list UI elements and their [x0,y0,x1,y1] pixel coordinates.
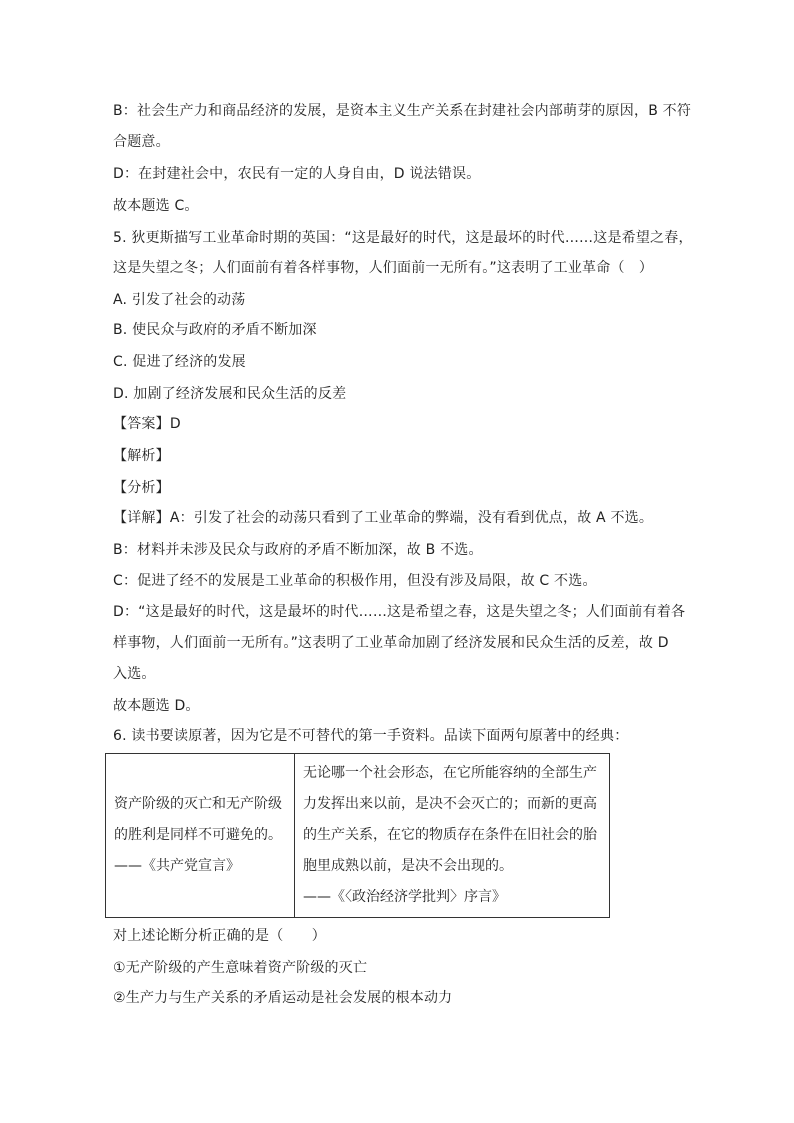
detail-b: B：材料并未涉及民众与政府的矛盾不断加深，故 B 不选。 [113,542,483,558]
analysis-tag: 【解析】 [113,448,170,464]
text-line: D：在封建社会中，农民有一定的人身自由，D 说法错误。 [113,166,481,182]
statement-2: ②生产力与生产关系的矛盾运动是社会发展的根本动力 [113,990,453,1006]
conclusion: 故本题选 D。 [113,698,200,714]
quote-cell-critique-preface [295,754,610,918]
question-5-text: 5. 狄更斯描写工业革命时期的英国：“这是最好的时代，这是最坏的时代……这是希望之春， [113,230,693,246]
fenxi-tag: 【分析】 [113,480,170,496]
option-d: D. 加剧了经济发展和民众生活的反差 [113,386,347,402]
quote-line: 的胜利是同样不可避免的。 [114,827,282,843]
text-line: 故本题选 C。 [113,198,199,214]
question-6-stem: 对上述论断分析正确的是（ ） [113,928,326,944]
detail-d: D：“这是最好的时代，这是最坏的时代……这是希望之春，这是失望之冬；人们面前有着各 [113,604,686,620]
answer-tag: 【答案】 [113,416,170,432]
quote-source: ——《〈政治经济学批判〉序言》 [303,889,506,905]
detail-d: 入选。 [113,666,156,682]
text-line: 合题意。 [113,134,170,150]
quote-table [105,753,610,918]
quote-line: 的生产关系，在它的物质存在条件在旧社会的胎 [303,827,597,843]
quote-source: ——《共产党宣言》 [114,858,240,874]
question-5-text: 这是失望之冬；人们面前有着各样事物，人们面前一无所有。”这表明了工业革命（ ） [113,260,654,276]
quote-cell-communist-manifesto [106,754,295,918]
detail-d: 样事物，人们面前一无所有。”这表明了工业革命加剧了经济发展和民众生活的反差，故 D [113,635,669,651]
quote-line: 无论哪一个社会形态，在它所能容纳的全部生产 [303,765,597,781]
quote-line: 资产阶级的灭亡和无产阶级 [114,796,282,812]
option-b: B. 使民众与政府的矛盾不断加深 [113,322,317,338]
table-row [106,754,610,918]
detail-line [113,508,653,528]
answer-line [113,414,181,434]
statement-1: ①无产阶级的产生意味着资产阶级的灭亡 [113,960,368,976]
option-c: C. 促进了经济的发展 [113,354,246,370]
text-line: B：社会生产力和商品经济的发展，是资本主义生产关系在封建社会内部萌芽的原因，B 不符 [113,103,692,119]
detail-c: C：促进了经不的发展是工业革命的积极作用，但没有涉及局限，故 C 不选。 [113,573,597,589]
question-6-text: 6. 读书要读原著，因为它是不可替代的第一手资料。品读下面两句原著中的经典： [113,728,629,744]
quote-line: 力发挥出来以前，是决不会灭亡的；而新的更高 [303,796,597,812]
quote-line: 胞里成熟以前，是决不会出现的。 [303,858,513,874]
answer-value: D [169,416,181,432]
option-a: A. 引发了社会的动荡 [113,292,246,308]
detail-tag: 【详解】 [113,510,170,526]
detail-a: A：引发了社会的动荡只看到了工业革命的弊端，没有看到优点，故 A 不选。 [169,510,654,526]
